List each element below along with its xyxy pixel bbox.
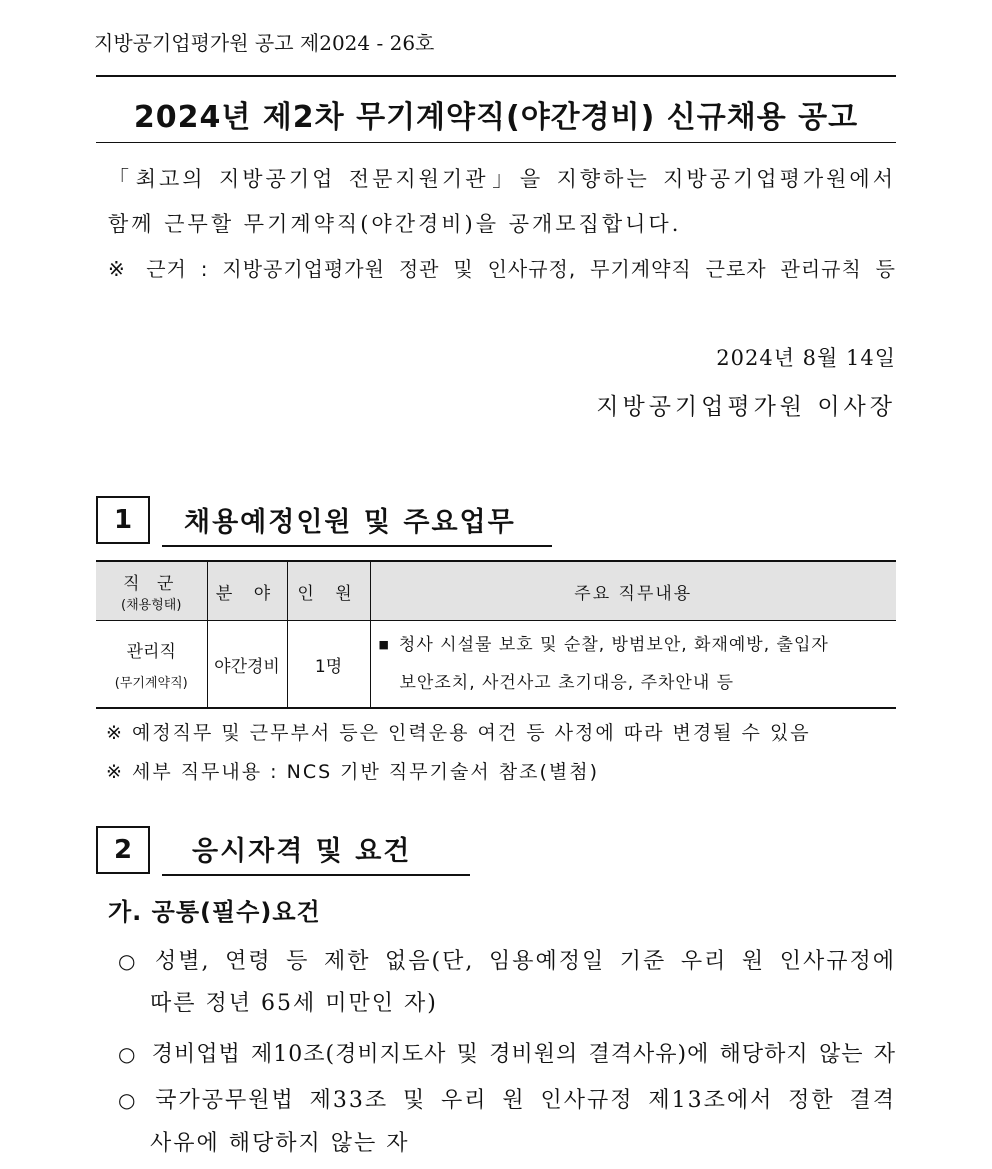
cell-field: 야간경비 <box>207 621 287 709</box>
header-field: 분 야 <box>207 561 287 621</box>
duties-text-1: 청사 시설물 보호 및 순찰, 방범보안, 화재예방, 출입자 <box>398 635 829 655</box>
announcement-date: 2024년 8월 14일 <box>716 346 896 370</box>
condition-2-text: 경비업법 제10조(경비지도사 및 경비원의 결격사유)에 해당하지 않는 자 <box>151 1042 896 1067</box>
condition-3-line-2: 사유에 해당하지 않는 자 <box>150 1131 410 1156</box>
intro-line-1: 「최고의 지방공기업 전문지원기관」을 지향하는 지방공기업평가원에서 <box>108 167 896 191</box>
header-job-group <box>96 561 207 621</box>
section-2-number: 2 <box>96 826 150 874</box>
circle-bullet-icon: ○ <box>118 949 144 973</box>
intro-basis-note: ※ 근거 : 지방공기업평가원 정관 및 인사규정, 무기계약직 근로자 관리규칙 등 <box>108 257 896 281</box>
top-divider <box>96 75 896 77</box>
section-1-title: 채용예정인원 및 주요업무 <box>162 500 552 547</box>
cell-job-label: 관리직 <box>126 642 176 662</box>
cell-job-sub: (무기계약직) <box>114 676 188 691</box>
header-duties: 주요 직무내용 <box>370 561 896 621</box>
note-ncs-reference: ※ 세부 직무내용 : NCS 기반 직무기술서 참조(별첨) <box>106 761 599 783</box>
header-job-sub: (채용형태) <box>121 598 182 613</box>
cell-count: 1명 <box>287 621 370 709</box>
header-job-label: 직 군 <box>123 574 180 594</box>
title-divider <box>96 142 896 143</box>
issuer-signature: 지방공기업평가원 이사장 <box>596 394 896 420</box>
square-bullet-icon: ■ <box>378 638 389 651</box>
duties-line-2: 보안조치, 사건사고 초기대응, 주차안내 등 <box>399 673 735 693</box>
table-row <box>96 621 896 709</box>
cell-job-group <box>96 621 207 709</box>
table-header-row <box>96 561 896 621</box>
section-2-title: 응시자격 및 요건 <box>162 829 470 876</box>
notice-number: 지방공기업평가원 공고 제2024 - 26호 <box>94 31 435 55</box>
circle-bullet-icon: ○ <box>118 1088 144 1112</box>
condition-2 <box>118 1037 896 1068</box>
intro-line-2: 함께 근무할 무기계약직(야간경비)을 공개모집합니다. <box>108 212 682 236</box>
condition-1-line-2: 따른 정년 65세 미만인 자) <box>150 991 438 1016</box>
condition-1-text: 성별, 연령 등 제한 없음(단, 임용예정일 기준 우리 원 인사규정에 <box>155 949 897 974</box>
subsection-common-requirements: 가. 공통(필수)요건 <box>108 898 321 926</box>
note-change-notice: ※ 예정직무 및 근무부서 등은 인력운용 여건 등 사정에 따라 변경될 수 있음 <box>106 722 811 744</box>
circle-bullet-icon: ○ <box>118 1042 140 1066</box>
recruitment-table <box>96 560 896 709</box>
duties-line-1 <box>379 626 897 664</box>
condition-3-text: 국가공무원법 제33조 및 우리 원 인사규정 제13조에서 정한 결격 <box>155 1088 897 1113</box>
cell-duties <box>370 621 896 709</box>
header-count: 인 원 <box>287 561 370 621</box>
document-title: 2024년 제2차 무기계약직(야간경비) 신규채용 공고 <box>133 100 859 135</box>
condition-1-line-1 <box>118 944 896 975</box>
section-1-number: 1 <box>96 496 150 544</box>
condition-3-line-1 <box>118 1083 896 1114</box>
